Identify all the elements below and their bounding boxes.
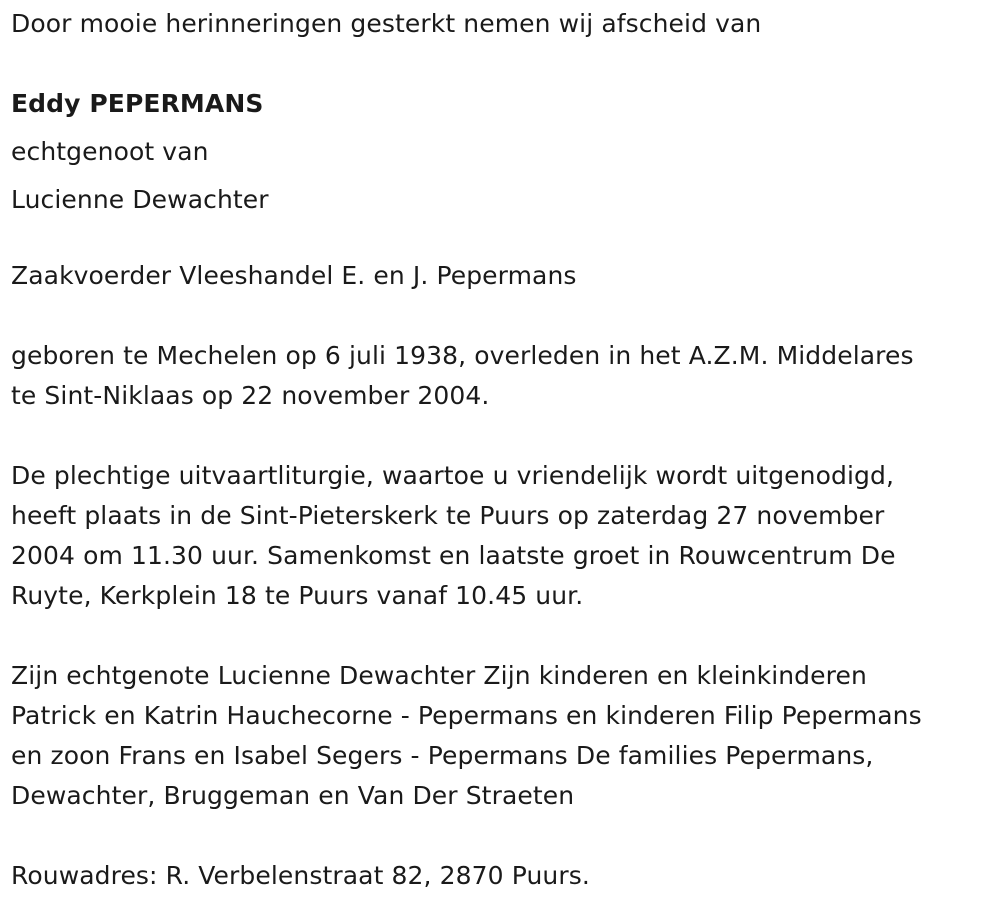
- paragraph-line: Zijn echtgenote Lucienne Dewachter Zijn kinderen en kleinkinderen: [11, 661, 867, 690]
- paragraph-line: Dewachter, Bruggeman en Van Der Straeten: [11, 781, 575, 810]
- paragraph-line: De plechtige uitvaartliturgie, waartoe u vriendelijk wordt uitgenodigd,: [11, 461, 895, 490]
- paragraph-line: en zoon Frans en Isabel Segers - Pepermans De families Pepermans,: [11, 741, 874, 770]
- occupation-line: Zaakvoerder Vleeshandel E. en J. Pepermans: [11, 261, 577, 290]
- relation-text: echtgenoot van: [11, 137, 209, 166]
- intro-line: Door mooie herinneringen gesterkt nemen wij afscheid van: [11, 9, 762, 38]
- family-paragraph: [11, 656, 996, 816]
- obituary-document: [11, 0, 996, 896]
- deceased-name: Eddy PEPERMANS: [11, 89, 264, 118]
- paragraph-line: 2004 om 11.30 uur. Samenkomst en laatste groet in Rouwcentrum De: [11, 541, 896, 570]
- paragraph-line: Ruyte, Kerkplein 18 te Puurs vanaf 10.45 uur.: [11, 581, 584, 610]
- paragraph-line: te Sint-Niklaas op 22 november 2004.: [11, 381, 490, 410]
- paragraph-line: geboren te Mechelen op 6 juli 1938, overleden in het A.Z.M. Middelares: [11, 341, 914, 370]
- spouse-name: Lucienne Dewachter: [11, 185, 269, 214]
- address-line: Rouwadres: R. Verbelenstraat 82, 2870 Puurs.: [11, 861, 590, 890]
- funeral-paragraph: [11, 456, 996, 616]
- paragraph-line: Patrick en Katrin Hauchecorne - Pepermans en kinderen Filip Pepermans: [11, 701, 922, 730]
- birth-death-paragraph: [11, 336, 996, 416]
- paragraph-line: heeft plaats in de Sint-Pieterskerk te Puurs op zaterdag 27 november: [11, 501, 885, 530]
